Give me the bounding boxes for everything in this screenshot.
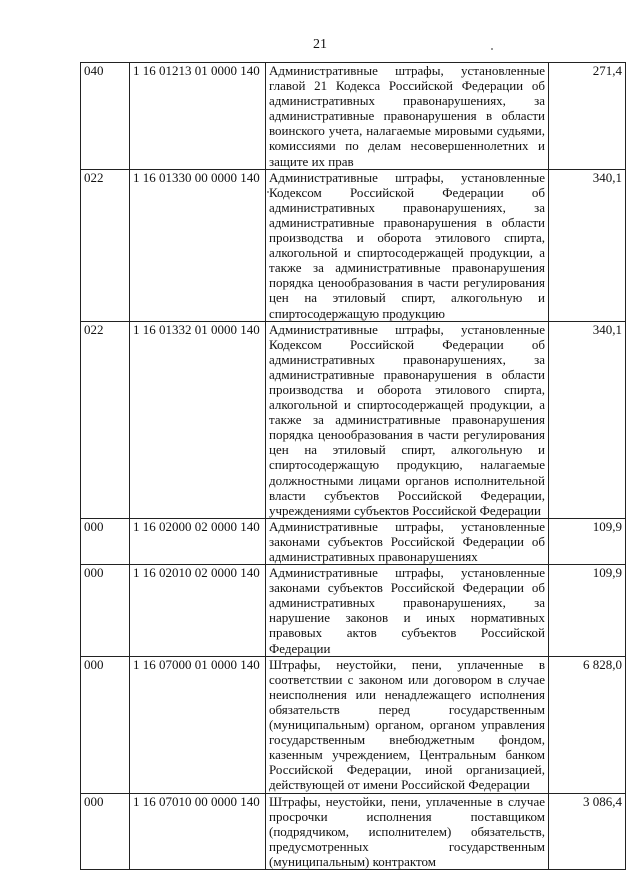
row-kbk-cell: 1 16 02000 02 0000 140	[130, 518, 266, 564]
table-row	[81, 169, 626, 321]
scan-speck	[491, 48, 493, 50]
row-sum-cell: 3 086,4	[549, 793, 626, 869]
row-code-cell: 040	[81, 63, 130, 170]
row-code-cell: 000	[81, 518, 130, 564]
row-sum-cell: 271,4	[549, 63, 626, 170]
row-code-cell: 022	[81, 321, 130, 518]
table-row	[81, 518, 626, 564]
row-name-cell: Штрафы, неустойки, пени, уплаченные в соответствии с законом или договором в случае неисполнения или ненадлежащего исполнения обязательств перед государственным (муниципальным) органом, органом управления государственным внебюджетным фондом, казенным учреждением, Центральным банком Российской Федерации, иной организацией, действующей от имени Российской Федерации	[266, 656, 549, 793]
table-row	[81, 63, 626, 170]
table-row	[81, 656, 626, 793]
row-sum-cell: 109,9	[549, 565, 626, 657]
row-name-cell: Административные штрафы, установленные Кодексом Российской Федерации об административных правонарушениях, за административные правонарушения в области производства и оборота этилового спирта, алкогольной и спиртосодержащей продукции, а также за административные правонарушения порядка ценообразования в части регулирования цен на этиловый спирт, алкогольную и спиртосодержащую продукцию, налагаемые должностными лицами органов исполнительной власти субъектов Российской Федерации, учреждениями субъектов Российской Федерации	[266, 321, 549, 518]
page-number: 21	[313, 37, 327, 52]
row-sum-cell: 6 828,0	[549, 656, 626, 793]
budget-table	[80, 62, 626, 870]
row-kbk-cell: 1 16 01330 00 0000 140	[130, 169, 266, 321]
row-code-cell: 000	[81, 565, 130, 657]
row-name-cell: Административные штрафы, установленные законами субъектов Российской Федерации об административных правонарушениях, за нарушение законов и иных нормативных правовых актов субъектов Российской Федерации	[266, 565, 549, 657]
row-name-cell: Штрафы, неустойки, пени, уплаченные в случае просрочки исполнения поставщиком (подрядчиком, исполнителем) обязательств, предусмотренных государственным (муниципальным) контрактом	[266, 793, 549, 869]
row-kbk-cell: 1 16 02010 02 0000 140	[130, 565, 266, 657]
row-name-cell: Административные штрафы, установленные законами субъектов Российской Федерации об административных правонарушениях	[266, 518, 549, 564]
row-kbk-cell: 1 16 07010 00 0000 140	[130, 793, 266, 869]
budget-table-body	[81, 63, 626, 870]
table-row	[81, 793, 626, 869]
table-row	[81, 565, 626, 657]
row-code-cell: 022	[81, 169, 130, 321]
row-code-cell: 000	[81, 793, 130, 869]
row-kbk-cell: 1 16 07000 01 0000 140	[130, 656, 266, 793]
row-kbk-cell: 1 16 01332 01 0000 140	[130, 321, 266, 518]
row-sum-cell: 340,1	[549, 321, 626, 518]
row-code-cell: 000	[81, 656, 130, 793]
row-sum-cell: 340,1	[549, 169, 626, 321]
row-name-cell: Административные штрафы, установленные Кодексом Российской Федерации об административных правонарушениях, за административные правонарушения в области производства и оборота этилового спирта, алкогольной и спиртосодержащей продукции, а также за административные правонарушения порядка ценообразования в части регулирования цен на этиловый спирт, алкогольную и спиртосодержащую продукцию	[266, 169, 549, 321]
table-row	[81, 321, 626, 518]
row-kbk-cell: 1 16 01213 01 0000 140	[130, 63, 266, 170]
row-sum-cell: 109,9	[549, 518, 626, 564]
row-name-cell: Административные штрафы, установленные главой 21 Кодекса Российской Федерации об административных правонарушениях, за административные правонарушения в области воинского учета, налагаемые мировыми судьями, комиссиями по делам несовершеннолетних и защите их прав	[266, 63, 549, 170]
